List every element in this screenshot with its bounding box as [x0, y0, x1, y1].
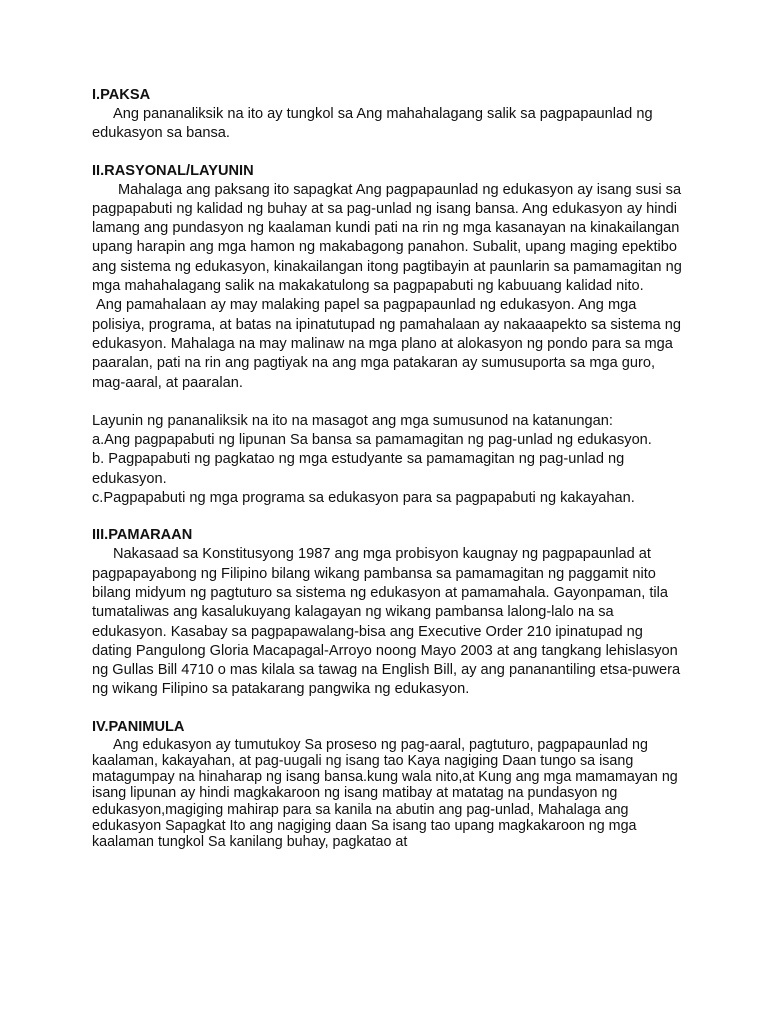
rasyonal-paragraph-1: Mahalaga ang paksang ito sapagkat Ang pagpapaunlad ng edukasyon ay isang susi sa pagpapabuti ng kalidad ng buhay at sa pag-unlad ng isang bansa. Ang edukasyon ay hindi lamang ang pundasyon ng kaalaman kundi pati na rin ng mga kasanayan na kinakailangan upang harapin ang mga hamon ng makabagong panahon. Subalit, upang maging epektibo ang sistema ng edukasyon, kinakailangan itong pagtibayin at paunlarin sa pamamagitan ng mga mahahalagang salik na makakatulong sa pagpapabuti ng kabuuang kalidad nito.: [92, 181, 682, 295]
panimula-body: Ang edukasyon ay tumutukoy Sa proseso ng pag-aaral, pagtuturo, pagpapaunlad ng kaalaman, kakayahan, at pag-uugali ng isang tao Kaya nagiging Daan tungo sa isang matagumpay na hinaharap ng isang bansa.kung wala nito,at Kung ang mga mamamayan ng isang lipunan ay hindi magkakaroon ng isang matibay at matatag na pundasyon ng edukasyon,magiging mahirap para sa kanila na abutin ang pag-unlad, Mahalaga ang edukasyon Sapagkat Ito ang nagiging daan Sa isang tao upang magkakaroon ng mga kaalaman tungkol Sa kanilang buhay, pagkatao at: [92, 736, 678, 850]
section-title-rasyonal: II.RASYONAL/LAYUNIN: [92, 162, 254, 179]
document-page: [92, 86, 682, 850]
pamaraan-body: Nakasaad sa Konstitusyong 1987 ang mga probisyon kaugnay ng pagpapaunlad at pagpapayabong ng Filipino bilang wikang pambansa sa pamamagitan ng paggamit nito bilang midyum ng pagtuturo sa sistema ng edukasyon at pamamahala. Gayonpaman, tila tumataliwas ang kasalukuyang kalagayan ng wikang pambansa lalong-lalo na sa edukasyon. Kasabay sa pagpapawalang-bisa ang Executive Order 210 ipinatupad ng dating Pangulong Gloria Macapagal-Arroyo noong Mayo 2003 at ang tangkang lehislasyon ng Gullas Bill 4710 o mas kilala sa tawag na English Bill, ay ang pananantiling etsa-puwera ng wikang Filipino sa patakarang pangwika ng edukasyon.: [92, 546, 681, 698]
layunin-intro: Layunin ng pananaliksik na ito na masagot ang mga sumusunod na katanungan:: [92, 412, 613, 429]
layunin-item-a: a.Ang pagpapabuti ng lipunan Sa bansa sa pamamagitan ng pag-unlad ng edukasyon.: [92, 432, 652, 449]
paksa-body: Ang pananaliksik na ito ay tungkol sa Ang mahahalagang salik sa pagpapaunlad ng edukasyon sa bansa.: [92, 106, 653, 142]
layunin-item-b: b. Pagpapabuti ng pagkatao ng mga estudyante sa pamamagitan ng pag-unlad ng edukasyon.: [92, 451, 625, 487]
section-title-pamaraan: III.PAMARAAN: [92, 527, 193, 544]
section-title-panimula: IV.PANIMULA: [92, 718, 185, 735]
section-title-paksa: I.PAKSA: [92, 87, 151, 103]
rasyonal-paragraph-2: Ang pamahalaan ay may malaking papel sa pagpapaunlad ng edukasyon. Ang mga polisiya, programa, at batas na ipinatutupad ng pamahalaan ay nakaaapekto sa sistema ng edukasyon. Mahalaga na may malinaw na mga plano at alokasyon ng pondo para sa mga paaralan, pati na rin ang pagtiyak na ang mga patakaran ay sumusuporta sa mga guro, mag-aaral, at paaralan.: [92, 297, 682, 391]
layunin-item-c: c.Pagpapabuti ng mga programa sa edukasyon para sa pagpapabuti ng kakayahan.: [92, 490, 635, 507]
